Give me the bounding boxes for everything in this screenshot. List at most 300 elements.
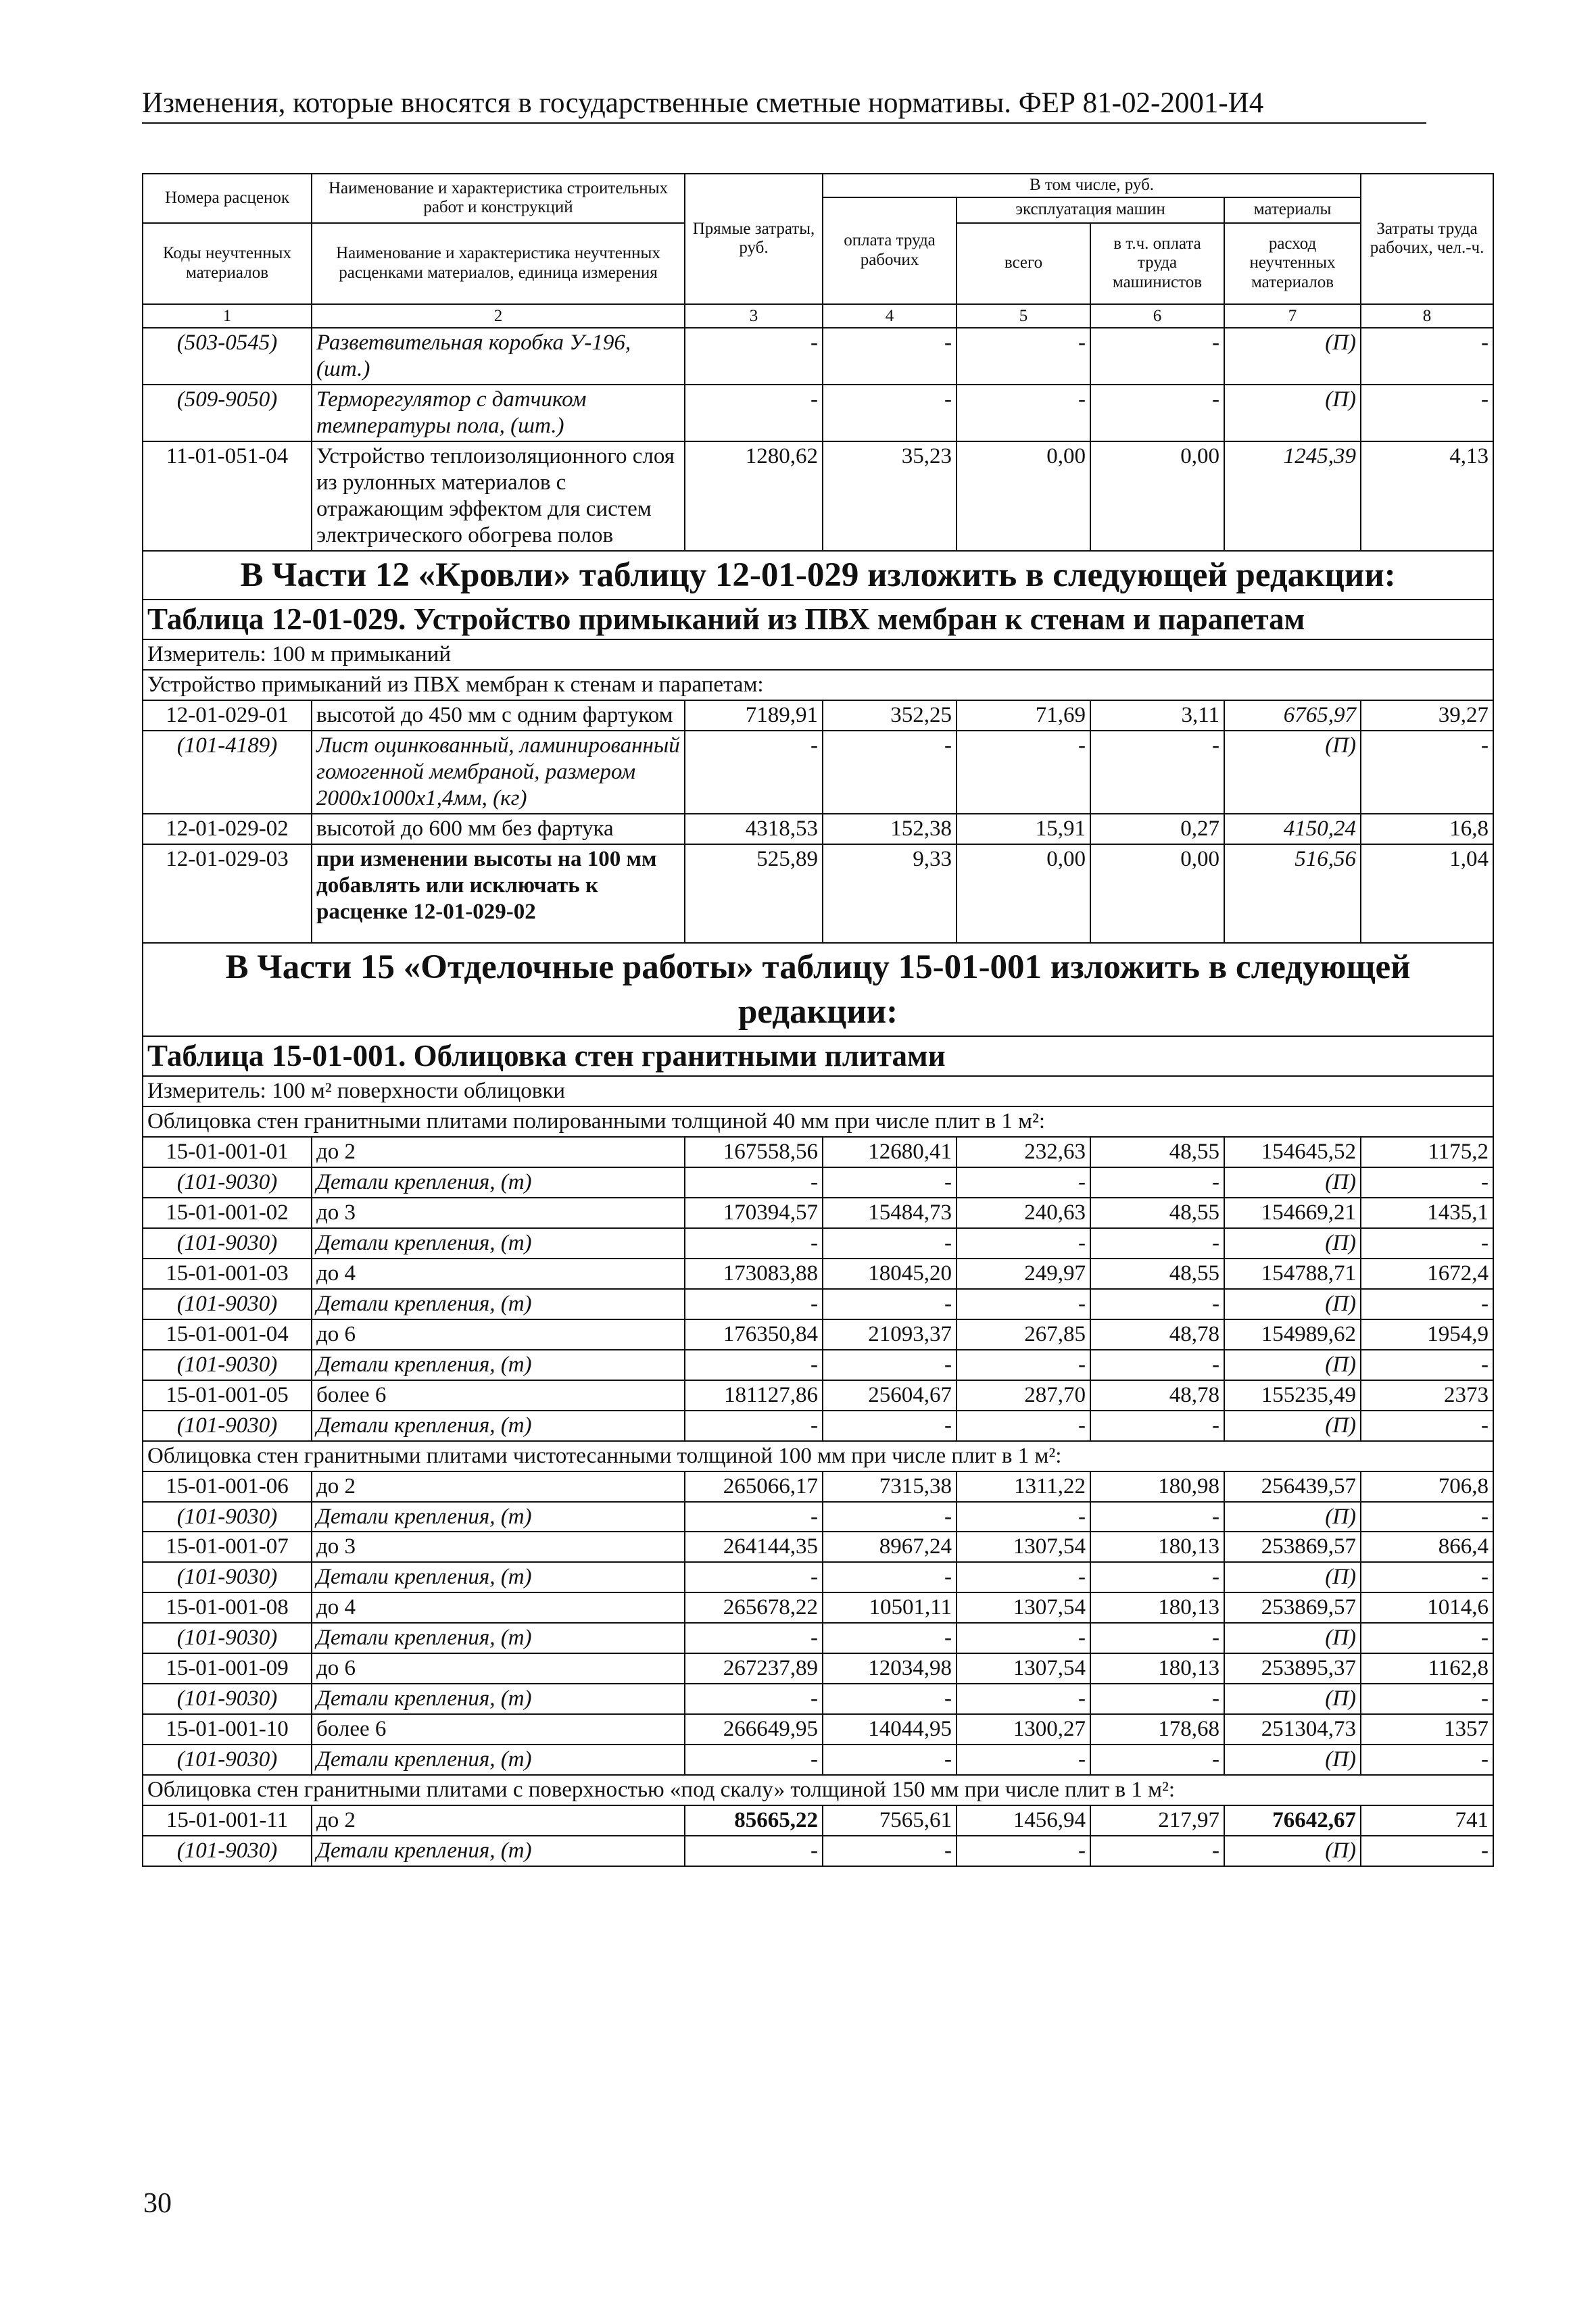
material-name: Детали крепления, (т) [312,1411,685,1441]
value-cell: 1245,39 [1224,441,1361,551]
value-cell: 48,78 [1090,1380,1224,1411]
rate-code: 15-01-001-04 [143,1319,312,1350]
value-cell: - [1090,1623,1224,1653]
value-cell: - [685,1836,823,1866]
value-cell: 253869,57 [1224,1532,1361,1562]
material-name: Детали крепления, (т) [312,1167,685,1198]
header-operator-wages: в т.ч. оплата труда машинистов [1090,223,1224,304]
value-cell: 48,78 [1090,1319,1224,1350]
value-cell: 1307,54 [957,1653,1090,1684]
rate-code: 15-01-001-08 [143,1592,312,1623]
value-cell: 12034,98 [823,1653,957,1684]
value-cell: 39,27 [1361,700,1493,731]
value-cell: 1300,27 [957,1714,1090,1745]
rate-name: Лист оцинкованный, ламинированный гомогенной мембраной, размером 2000х1000х1,4мм, (кг) [312,731,685,814]
value-cell: - [685,328,823,385]
header-material-codes: Коды неучтенных материалов [143,223,312,304]
material-row [143,1411,1493,1441]
value-cell: - [823,1836,957,1866]
value-cell: 170394,57 [685,1198,823,1228]
section-heading-15: В Части 15 «Отделочные работы» таблицу 15-01-001 изложить в следующей редакции: [143,943,1493,1037]
value-cell: 48,55 [1090,1198,1224,1228]
rate-name: высотой до 450 мм с одним фартуком [312,700,685,731]
group-title: Облицовка стен гранитными плитами чистотесанными толщиной 100 мм при числе плит в 1 м²: [143,1441,1493,1471]
value-cell: 12680,41 [823,1137,957,1167]
value-cell: - [1361,1411,1493,1441]
value-cell: 152,38 [823,814,957,844]
header-work-name: Наименование и характеристика строительных работ и конструкций [312,174,685,223]
value-cell: 1307,54 [957,1532,1090,1562]
value-cell: - [823,1562,957,1592]
column-number: 5 [957,304,1090,328]
value-cell: 866,4 [1361,1532,1493,1562]
value-cell: (П) [1224,1836,1361,1866]
material-row [143,1289,1493,1319]
value-cell: 264144,35 [685,1532,823,1562]
page-number: 30 [143,2188,172,2219]
table-row [143,1653,1493,1684]
value-cell: - [685,731,823,814]
value-cell: - [685,1167,823,1198]
table-row [143,844,1493,943]
rate-name: Терморегулятор с датчиком температуры пола, (шт.) [312,385,685,441]
rate-code: (503-0545) [143,328,312,385]
rate-name: более 6 [312,1714,685,1745]
material-row [143,1745,1493,1775]
value-cell: 48,55 [1090,1137,1224,1167]
rate-code: 15-01-001-01 [143,1137,312,1167]
material-name: Детали крепления, (т) [312,1745,685,1775]
value-cell: 16,8 [1361,814,1493,844]
value-cell: - [823,1411,957,1441]
value-cell: 706,8 [1361,1471,1493,1502]
rate-name: более 6 [312,1380,685,1411]
value-cell: - [685,1684,823,1714]
material-name: Детали крепления, (т) [312,1289,685,1319]
material-code: (101-9030) [143,1289,312,1319]
value-cell: - [685,1745,823,1775]
value-cell: - [957,1745,1090,1775]
value-cell: 173083,88 [685,1259,823,1289]
value-cell: - [1090,731,1224,814]
value-cell: - [957,1623,1090,1653]
meter-12-row [143,639,1493,670]
value-cell: - [1361,385,1493,441]
value-cell: - [685,1562,823,1592]
rate-name: до 6 [312,1319,685,1350]
rate-name: при изменении высоты на 100 мм добавлять или исключать к расценке 12-01-029-02 [312,844,685,943]
value-cell: 240,63 [957,1198,1090,1228]
value-cell: - [1090,1684,1224,1714]
value-cell: - [957,385,1090,441]
value-cell: 265678,22 [685,1592,823,1623]
value-cell: - [1361,1684,1493,1714]
value-cell: 167558,56 [685,1137,823,1167]
value-cell: - [685,1623,823,1653]
material-code: (101-9030) [143,1745,312,1775]
value-cell: 180,13 [1090,1592,1224,1623]
meter-12: Измеритель: 100 м примыканий [143,639,1493,670]
material-row [143,1623,1493,1653]
value-cell: - [957,1562,1090,1592]
value-cell: 267237,89 [685,1653,823,1684]
value-cell: 71,69 [957,700,1090,731]
material-row [143,1502,1493,1532]
material-name: Детали крепления, (т) [312,1228,685,1259]
value-cell: 352,25 [823,700,957,731]
value-cell: - [1090,1167,1224,1198]
value-cell: 253895,37 [1224,1653,1361,1684]
value-cell: - [1361,1623,1493,1653]
rate-code: 15-01-001-03 [143,1259,312,1289]
group-title: Облицовка стен гранитными плитами с поверхностью «под скалу» толщиной 150 мм при числе плит в 1 м²: [143,1775,1493,1805]
value-cell: 10501,11 [823,1592,957,1623]
rate-name: до 2 [312,1805,685,1836]
rate-name: высотой до 600 мм без фартука [312,814,685,844]
table-title-15: Таблица 15-01-001. Облицовка стен гранитными плитами [143,1036,1493,1076]
rate-name: до 4 [312,1259,685,1289]
value-cell: 154989,62 [1224,1319,1361,1350]
header-labor-costs: Затраты труда рабочих, чел.-ч. [1361,174,1493,304]
value-cell: - [1361,328,1493,385]
material-code: (101-9030) [143,1623,312,1653]
group-title-row [143,1775,1493,1805]
rate-name: Устройство теплоизоляционного слоя из рулонных материалов с отражающим эффектом для систем электрического обогрева полов [312,441,685,551]
rate-code: (101-4189) [143,731,312,814]
group-title-row [143,1106,1493,1137]
page-header: Изменения, которые вносятся в государственные сметные нормативы. ФЕР 81-02-2001-И4 [142,87,1426,124]
table-title-12-row [143,600,1493,639]
table-row [143,700,1493,731]
table-row [143,1805,1493,1836]
value-cell: (П) [1224,1562,1361,1592]
rate-name: до 6 [312,1653,685,1684]
value-cell: 8967,24 [823,1532,957,1562]
value-cell: 85665,22 [685,1805,823,1836]
value-cell: 265066,17 [685,1471,823,1502]
value-cell: 1175,2 [1361,1137,1493,1167]
header-material-usage: расход неучтенных материалов [1224,223,1361,304]
header-wages: оплата труда рабочих [823,197,957,304]
material-code: (101-9030) [143,1411,312,1441]
value-cell: 1435,1 [1361,1198,1493,1228]
value-cell: (П) [1224,385,1361,441]
value-cell: - [1361,1745,1493,1775]
value-cell: - [823,1745,957,1775]
table-row [143,1532,1493,1562]
value-cell: - [1090,385,1224,441]
value-cell: - [1090,1502,1224,1532]
value-cell: - [685,1502,823,1532]
rate-name: до 2 [312,1471,685,1502]
header-rate-number: Номера расценок [143,174,312,223]
value-cell: 154788,71 [1224,1259,1361,1289]
value-cell: - [957,1502,1090,1532]
value-cell: 176350,84 [685,1319,823,1350]
value-cell: 0,00 [957,844,1090,943]
value-cell: (П) [1224,1167,1361,1198]
header-including: В том числе, руб. [823,174,1361,197]
column-number: 3 [685,304,823,328]
rate-code: 15-01-001-09 [143,1653,312,1684]
value-cell: - [957,1836,1090,1866]
header-machines-total: всего [957,223,1090,304]
rate-name: до 4 [312,1592,685,1623]
value-cell: 154645,52 [1224,1137,1361,1167]
rate-code: 15-01-001-02 [143,1198,312,1228]
subtitle-12-row [143,670,1493,700]
rate-code: 15-01-001-06 [143,1471,312,1502]
value-cell: 154669,21 [1224,1198,1361,1228]
value-cell: (П) [1224,1411,1361,1441]
value-cell: 18045,20 [823,1259,957,1289]
value-cell: - [1361,1350,1493,1380]
material-name: Детали крепления, (т) [312,1502,685,1532]
value-cell: - [685,1411,823,1441]
material-code: (101-9030) [143,1502,312,1532]
value-cell: 15484,73 [823,1198,957,1228]
value-cell: - [1361,1167,1493,1198]
table-row [143,1137,1493,1167]
material-code: (101-9030) [143,1228,312,1259]
value-cell: - [823,328,957,385]
material-name: Детали крепления, (т) [312,1350,685,1380]
value-cell: 1672,4 [1361,1259,1493,1289]
value-cell: 180,13 [1090,1653,1224,1684]
header-machines: эксплуатация машин [957,197,1224,223]
value-cell: 232,63 [957,1137,1090,1167]
value-cell: 525,89 [685,844,823,943]
value-cell: - [1361,731,1493,814]
value-cell: - [823,1623,957,1653]
value-cell: - [1090,1289,1224,1319]
material-code: (101-9030) [143,1836,312,1866]
value-cell: - [957,328,1090,385]
table-title-12: Таблица 12-01-029. Устройство примыканий из ПВХ мембран к стенам и парапетам [143,600,1493,639]
value-cell: 3,11 [1090,700,1224,731]
material-row [143,1167,1493,1198]
value-cell: - [685,1289,823,1319]
header-materials: материалы [1224,197,1361,223]
value-cell: - [1090,1350,1224,1380]
column-number: 6 [1090,304,1224,328]
value-cell: (П) [1224,328,1361,385]
value-cell: - [1090,1562,1224,1592]
value-cell: - [1361,1289,1493,1319]
material-row [143,1350,1493,1380]
rate-code: 12-01-029-02 [143,814,312,844]
value-cell: - [823,1228,957,1259]
value-cell: 7315,38 [823,1471,957,1502]
material-row [143,1836,1493,1866]
value-cell: - [823,1350,957,1380]
value-cell: - [1361,1502,1493,1532]
rate-code: 15-01-001-11 [143,1805,312,1836]
value-cell: 7565,61 [823,1805,957,1836]
group-title: Облицовка стен гранитными плитами полированными толщиной 40 мм при числе плит в 1 м²: [143,1106,1493,1137]
rate-name: Разветвительная коробка У-196, (шт.) [312,328,685,385]
material-name: Детали крепления, (т) [312,1684,685,1714]
table-row [143,731,1493,814]
value-cell: - [957,731,1090,814]
value-cell: 4,13 [1361,441,1493,551]
value-cell: - [957,1350,1090,1380]
value-cell: - [823,731,957,814]
value-cell: 253869,57 [1224,1592,1361,1623]
value-cell: 266649,95 [685,1714,823,1745]
column-number: 8 [1361,304,1493,328]
value-cell: 1162,8 [1361,1653,1493,1684]
rate-code: 15-01-001-10 [143,1714,312,1745]
value-cell: - [823,1167,957,1198]
value-cell: 181127,86 [685,1380,823,1411]
table-row [143,1259,1493,1289]
table-row [143,1319,1493,1350]
value-cell: 1954,9 [1361,1319,1493,1350]
value-cell: 1307,54 [957,1592,1090,1623]
value-cell: 1280,62 [685,441,823,551]
value-cell: - [1090,1745,1224,1775]
value-cell: 6765,97 [1224,700,1361,731]
value-cell: - [1361,1228,1493,1259]
value-cell: 0,00 [1090,844,1224,943]
header-direct-costs: Прямые затраты, руб. [685,174,823,304]
value-cell: - [1090,1411,1224,1441]
rate-code: 12-01-029-03 [143,844,312,943]
rate-name: до 3 [312,1532,685,1562]
value-cell: (П) [1224,1228,1361,1259]
value-cell: 1014,6 [1361,1592,1493,1623]
value-cell: - [1361,1562,1493,1592]
value-cell: 2373 [1361,1380,1493,1411]
value-cell: 249,97 [957,1259,1090,1289]
rate-code: 11-01-051-04 [143,441,312,551]
material-row [143,1228,1493,1259]
value-cell: 76642,67 [1224,1805,1361,1836]
meter-15-row [143,1076,1493,1106]
value-cell: (П) [1224,1684,1361,1714]
group-title-row [143,1441,1493,1471]
value-cell: - [823,1684,957,1714]
value-cell: 178,68 [1090,1714,1224,1745]
value-cell: (П) [1224,1289,1361,1319]
value-cell: (П) [1224,731,1361,814]
value-cell: - [1090,1836,1224,1866]
table-row [143,1714,1493,1745]
table-row [143,385,1493,441]
subtitle-12: Устройство примыканий из ПВХ мембран к стенам и парапетам: [143,670,1493,700]
material-row [143,1684,1493,1714]
value-cell: 0,00 [957,441,1090,551]
value-cell: 25604,67 [823,1380,957,1411]
value-cell: 287,70 [957,1380,1090,1411]
material-name: Детали крепления, (т) [312,1836,685,1866]
material-code: (101-9030) [143,1684,312,1714]
value-cell: 180,98 [1090,1471,1224,1502]
table-row [143,1592,1493,1623]
section-heading-12: В Части 12 «Кровли» таблицу 12-01-029 изложить в следующей редакции: [143,551,1493,600]
value-cell: - [823,385,957,441]
value-cell: 1311,22 [957,1471,1090,1502]
value-cell: 741 [1361,1805,1493,1836]
value-cell: - [957,1684,1090,1714]
material-row [143,1562,1493,1592]
table-row [143,328,1493,385]
value-cell: (П) [1224,1502,1361,1532]
value-cell: - [823,1502,957,1532]
value-cell: 267,85 [957,1319,1090,1350]
value-cell: - [685,385,823,441]
value-cell: 15,91 [957,814,1090,844]
rate-code: 15-01-001-05 [143,1380,312,1411]
material-name: Детали крепления, (т) [312,1623,685,1653]
value-cell: 4150,24 [1224,814,1361,844]
table-row [143,1380,1493,1411]
material-code: (101-9030) [143,1350,312,1380]
table-title-15-row [143,1036,1493,1076]
table-row [143,1471,1493,1502]
material-code: (101-9030) [143,1167,312,1198]
column-number: 1 [143,304,312,328]
value-cell: 180,13 [1090,1532,1224,1562]
value-cell: 1,04 [1361,844,1493,943]
value-cell: - [957,1167,1090,1198]
value-cell: - [957,1289,1090,1319]
value-cell: 21093,37 [823,1319,957,1350]
value-cell: - [1361,1836,1493,1866]
rate-code: (509-9050) [143,385,312,441]
meter-15: Измеритель: 100 м² поверхности облицовки [143,1076,1493,1106]
value-cell: 4318,53 [685,814,823,844]
value-cell: 256439,57 [1224,1471,1361,1502]
value-cell: 516,56 [1224,844,1361,943]
value-cell: - [1090,328,1224,385]
value-cell: 217,97 [1090,1805,1224,1836]
value-cell: 1456,94 [957,1805,1090,1836]
value-cell: 251304,73 [1224,1714,1361,1745]
value-cell: - [1090,1228,1224,1259]
value-cell: 14044,95 [823,1714,957,1745]
value-cell: 35,23 [823,441,957,551]
column-number: 7 [1224,304,1361,328]
table-row [143,441,1493,551]
value-cell: (П) [1224,1350,1361,1380]
rate-name: до 3 [312,1198,685,1228]
header-material-names: Наименование и характеристика неучтенных расценками материалов, единица измерения [312,223,685,304]
value-cell: (П) [1224,1745,1361,1775]
value-cell: 0,27 [1090,814,1224,844]
section-heading-15-row [143,943,1493,1037]
table-row [143,1198,1493,1228]
value-cell: 9,33 [823,844,957,943]
rates-table [142,173,1494,1867]
value-cell: 155235,49 [1224,1380,1361,1411]
rate-code: 15-01-001-07 [143,1532,312,1562]
value-cell: - [823,1289,957,1319]
rate-code: 12-01-029-01 [143,700,312,731]
material-code: (101-9030) [143,1562,312,1592]
value-cell: (П) [1224,1623,1361,1653]
column-number: 4 [823,304,957,328]
table-row [143,814,1493,844]
value-cell: - [957,1411,1090,1441]
value-cell: 0,00 [1090,441,1224,551]
column-number: 2 [312,304,685,328]
value-cell: - [685,1350,823,1380]
material-name: Детали крепления, (т) [312,1562,685,1592]
value-cell: - [957,1228,1090,1259]
value-cell: 1357 [1361,1714,1493,1745]
